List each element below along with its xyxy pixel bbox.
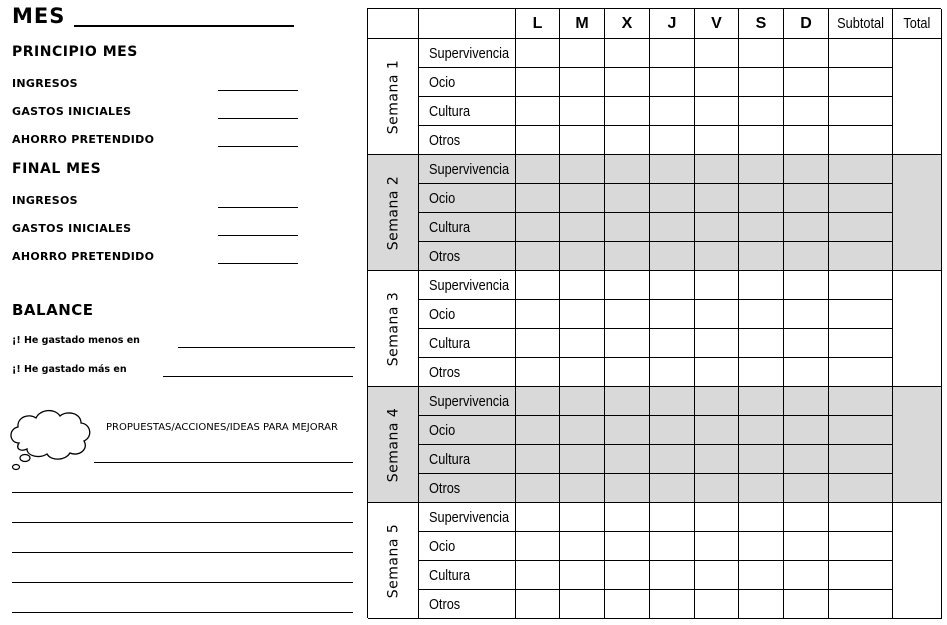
day-amount-cell[interactable] [560,358,605,387]
week-total-cell[interactable] [893,387,942,503]
day-amount-cell[interactable] [650,68,695,97]
day-amount-cell[interactable] [739,68,784,97]
day-amount-cell[interactable] [605,126,650,155]
day-amount-cell[interactable] [784,271,829,300]
day-amount-cell[interactable] [605,561,650,590]
end-expenses-label: GASTOS INICIALES [12,222,132,235]
start-month-heading: PRINCIPIO MES [12,44,138,60]
day-amount-cell[interactable] [739,97,784,126]
column-header-label: Total [903,15,931,32]
category-label: Ocio [429,305,456,323]
category-cell [419,97,516,126]
day-amount-cell[interactable] [650,474,695,503]
day-amount-cell[interactable] [516,271,560,300]
day-amount-cell[interactable] [695,416,739,445]
week-total-cell[interactable] [893,503,942,619]
start-income-label: INGRESOS [12,77,78,90]
day-amount-cell[interactable] [739,213,784,242]
subtotal-cell[interactable] [829,358,893,387]
day-amount-cell[interactable] [560,184,605,213]
day-amount-cell[interactable] [560,126,605,155]
day-amount-cell[interactable] [605,474,650,503]
day-amount-cell[interactable] [605,68,650,97]
start-expenses-field[interactable] [218,118,298,119]
column-header-v [695,9,739,39]
column-header-label: D [800,14,812,32]
subtotal-cell[interactable] [829,300,893,329]
column-header-total [893,9,942,39]
day-amount-cell[interactable] [739,590,784,619]
day-amount-cell[interactable] [560,590,605,619]
day-amount-cell[interactable] [784,126,829,155]
ideas-line-2[interactable] [12,492,353,493]
week-label: Semana [385,189,402,250]
day-amount-cell[interactable] [695,213,739,242]
ideas-line-6[interactable] [12,612,353,613]
day-amount-cell[interactable] [739,503,784,532]
day-amount-cell[interactable] [784,445,829,474]
day-amount-cell[interactable] [784,561,829,590]
day-amount-cell[interactable] [650,590,695,619]
subtotal-cell[interactable] [829,271,893,300]
day-amount-cell[interactable] [605,329,650,358]
category-label: Ocio [429,537,456,555]
category-cell [419,68,516,97]
week-label: Semana [385,421,402,482]
day-amount-cell[interactable] [739,416,784,445]
day-amount-cell[interactable] [560,39,605,68]
day-amount-cell[interactable] [695,474,739,503]
column-header-j [650,9,695,39]
day-amount-cell[interactable] [739,358,784,387]
day-amount-cell[interactable] [784,39,829,68]
day-amount-cell[interactable] [560,155,605,184]
day-amount-cell[interactable] [784,474,829,503]
day-amount-cell[interactable] [739,184,784,213]
day-amount-cell[interactable] [739,445,784,474]
day-amount-cell[interactable] [695,590,739,619]
end-expenses-field[interactable] [218,235,298,236]
category-label: Supervivencia [429,276,510,294]
subtotal-cell[interactable] [829,590,893,619]
category-label: Otros [429,247,461,265]
category-label: Ocio [429,421,456,439]
day-amount-cell[interactable] [560,97,605,126]
day-amount-cell[interactable] [739,155,784,184]
category-cell [419,213,516,242]
category-label: Supervivencia [429,160,510,178]
day-amount-cell[interactable] [650,532,695,561]
day-amount-cell[interactable] [695,184,739,213]
day-amount-cell[interactable] [516,445,560,474]
week-label-cell [368,271,419,387]
category-label: Cultura [429,218,471,236]
subtotal-cell[interactable] [829,126,893,155]
day-amount-cell[interactable] [739,561,784,590]
column-header-label: L [532,14,543,32]
category-cell [419,300,516,329]
day-amount-cell[interactable] [650,126,695,155]
day-amount-cell[interactable] [516,97,560,126]
day-amount-cell[interactable] [650,97,695,126]
day-amount-cell[interactable] [784,532,829,561]
day-amount-cell[interactable] [695,68,739,97]
day-amount-cell[interactable] [650,503,695,532]
category-cell [419,271,516,300]
day-amount-cell[interactable] [784,68,829,97]
day-amount-cell[interactable] [784,503,829,532]
week-number: 4 [385,407,402,417]
day-amount-cell[interactable] [516,474,560,503]
category-label: Cultura [429,450,471,468]
ideas-line-3[interactable] [12,522,353,523]
subtotal-cell[interactable] [829,155,893,184]
spent-more-field[interactable] [163,376,353,377]
balance-heading: BALANCE [12,301,94,319]
day-amount-cell[interactable] [739,242,784,271]
ideas-label: PROPUESTAS/ACCIONES/IDEAS PARA MEJORAR [106,422,338,433]
day-amount-cell[interactable] [695,329,739,358]
category-cell [419,387,516,416]
day-amount-cell[interactable] [650,39,695,68]
day-amount-cell[interactable] [560,329,605,358]
category-cell [419,474,516,503]
spent-more-label: ¡! He gastado más en [12,364,127,375]
day-amount-cell[interactable] [516,68,560,97]
day-amount-cell[interactable] [784,329,829,358]
day-amount-cell[interactable] [516,358,560,387]
day-amount-cell[interactable] [695,155,739,184]
day-amount-cell[interactable] [695,387,739,416]
category-label: Otros [429,595,461,613]
day-amount-cell[interactable] [784,184,829,213]
column-header-s [739,9,784,39]
week-number: 5 [385,523,402,533]
subtotal-cell[interactable] [829,532,893,561]
day-amount-cell[interactable] [560,503,605,532]
day-amount-cell[interactable] [650,271,695,300]
category-label: Otros [429,131,461,149]
day-amount-cell[interactable] [605,445,650,474]
day-amount-cell[interactable] [739,300,784,329]
start-savings-field[interactable] [218,146,298,147]
day-amount-cell[interactable] [516,126,560,155]
day-amount-cell[interactable] [695,39,739,68]
day-amount-cell[interactable] [695,300,739,329]
day-amount-cell[interactable] [605,416,650,445]
day-amount-cell[interactable] [516,300,560,329]
category-label: Cultura [429,566,471,584]
weekly-expense-table [367,8,941,618]
category-cell [419,590,516,619]
day-amount-cell[interactable] [560,387,605,416]
day-amount-cell[interactable] [739,474,784,503]
day-amount-cell[interactable] [695,532,739,561]
day-amount-cell[interactable] [560,68,605,97]
column-header-subtotal [829,9,893,39]
day-amount-cell[interactable] [560,474,605,503]
week-label-cell [368,155,419,271]
day-amount-cell[interactable] [739,39,784,68]
day-amount-cell[interactable] [516,242,560,271]
week-label: Semana [385,537,402,598]
column-header-label: S [755,14,767,32]
category-label: Otros [429,363,461,381]
category-label: Ocio [429,73,456,91]
end-income-label: INGRESOS [12,194,78,207]
ideas-line-1[interactable] [94,462,353,463]
category-cell [419,416,516,445]
week-label-cell [368,387,419,503]
column-header-d [784,9,829,39]
day-amount-cell[interactable] [784,300,829,329]
subtotal-cell[interactable] [829,329,893,358]
category-label: Cultura [429,102,471,120]
week-number: 3 [385,291,402,301]
column-header-label: J [667,14,677,32]
category-cell [419,155,516,184]
day-amount-cell[interactable] [650,242,695,271]
day-amount-cell[interactable] [516,503,560,532]
category-cell [419,358,516,387]
day-amount-cell[interactable] [560,561,605,590]
column-header-m [560,9,605,39]
category-label: Cultura [429,334,471,352]
subtotal-cell[interactable] [829,416,893,445]
category-cell [419,184,516,213]
start-savings-label: AHORRO PRETENDIDO [12,133,155,146]
end-income-field[interactable] [218,207,298,208]
day-amount-cell[interactable] [784,387,829,416]
day-amount-cell[interactable] [516,155,560,184]
spent-less-label: ¡! He gastado menos en [12,335,140,346]
day-amount-cell[interactable] [784,97,829,126]
day-amount-cell[interactable] [560,300,605,329]
day-amount-cell[interactable] [784,155,829,184]
day-amount-cell[interactable] [695,445,739,474]
header-week-cell [368,9,419,39]
subtotal-cell[interactable] [829,387,893,416]
day-amount-cell[interactable] [516,39,560,68]
day-amount-cell[interactable] [605,590,650,619]
page-title: MES [12,4,66,28]
start-expenses-label: GASTOS INICIALES [12,105,132,118]
day-amount-cell[interactable] [605,155,650,184]
day-amount-cell[interactable] [650,416,695,445]
category-label: Supervivencia [429,392,510,410]
day-amount-cell[interactable] [605,213,650,242]
week-label: Semana [385,305,402,366]
day-amount-cell[interactable] [650,358,695,387]
week-number: 2 [385,175,402,185]
day-amount-cell[interactable] [605,300,650,329]
week-total-cell[interactable] [893,155,942,271]
category-label: Ocio [429,189,456,207]
end-savings-label: AHORRO PRETENDIDO [12,250,155,263]
day-amount-cell[interactable] [605,184,650,213]
category-cell [419,242,516,271]
subtotal-cell[interactable] [829,242,893,271]
day-amount-cell[interactable] [739,532,784,561]
category-cell [419,561,516,590]
subtotal-cell[interactable] [829,474,893,503]
day-amount-cell[interactable] [605,271,650,300]
day-amount-cell[interactable] [695,97,739,126]
day-amount-cell[interactable] [560,532,605,561]
column-header-label: M [575,14,589,32]
day-amount-cell[interactable] [650,445,695,474]
day-amount-cell[interactable] [605,532,650,561]
end-savings-field[interactable] [218,263,298,264]
day-amount-cell[interactable] [560,242,605,271]
day-amount-cell[interactable] [605,97,650,126]
week-total-cell[interactable] [893,271,942,387]
category-cell [419,329,516,358]
start-income-field[interactable] [218,90,298,91]
day-amount-cell[interactable] [784,358,829,387]
day-amount-cell[interactable] [516,213,560,242]
column-header-label: Subtotal [837,15,884,32]
subtotal-cell[interactable] [829,445,893,474]
subtotal-cell[interactable] [829,503,893,532]
category-label: Supervivencia [429,44,510,62]
day-amount-cell[interactable] [605,242,650,271]
day-amount-cell[interactable] [650,300,695,329]
day-amount-cell[interactable] [605,387,650,416]
day-amount-cell[interactable] [516,184,560,213]
day-amount-cell[interactable] [784,213,829,242]
ideas-line-5[interactable] [12,582,353,583]
column-header-x [605,9,650,39]
day-amount-cell[interactable] [516,387,560,416]
week-label-cell [368,503,419,619]
day-amount-cell[interactable] [695,561,739,590]
day-amount-cell[interactable] [739,271,784,300]
day-amount-cell[interactable] [560,271,605,300]
day-amount-cell[interactable] [605,358,650,387]
subtotal-cell[interactable] [829,39,893,68]
category-cell [419,126,516,155]
day-amount-cell[interactable] [784,242,829,271]
category-cell [419,39,516,68]
thought-cloud-icon [5,405,95,475]
day-amount-cell[interactable] [650,329,695,358]
day-amount-cell[interactable] [695,271,739,300]
end-month-heading: FINAL MES [12,161,102,177]
category-cell [419,503,516,532]
day-amount-cell[interactable] [739,387,784,416]
week-total-cell[interactable] [893,39,942,155]
subtotal-cell[interactable] [829,97,893,126]
day-amount-cell[interactable] [784,416,829,445]
category-cell [419,445,516,474]
day-amount-cell[interactable] [560,445,605,474]
header-category-cell [419,9,516,39]
spent-less-field[interactable] [178,347,355,348]
day-amount-cell[interactable] [516,590,560,619]
day-amount-cell[interactable] [739,329,784,358]
column-header-label: X [621,14,633,32]
day-amount-cell[interactable] [516,532,560,561]
day-amount-cell[interactable] [605,39,650,68]
subtotal-cell[interactable] [829,561,893,590]
week-label: Semana [385,73,402,134]
day-amount-cell[interactable] [516,329,560,358]
day-amount-cell[interactable] [695,503,739,532]
day-amount-cell[interactable] [650,561,695,590]
subtotal-cell[interactable] [829,184,893,213]
category-cell [419,532,516,561]
day-amount-cell[interactable] [650,184,695,213]
day-amount-cell[interactable] [695,358,739,387]
category-label: Supervivencia [429,508,510,526]
day-amount-cell[interactable] [739,126,784,155]
subtotal-cell[interactable] [829,213,893,242]
day-amount-cell[interactable] [650,213,695,242]
day-amount-cell[interactable] [695,126,739,155]
day-amount-cell[interactable] [650,387,695,416]
subtotal-cell[interactable] [829,68,893,97]
day-amount-cell[interactable] [516,416,560,445]
day-amount-cell[interactable] [560,213,605,242]
day-amount-cell[interactable] [516,561,560,590]
ideas-line-4[interactable] [12,552,353,553]
day-amount-cell[interactable] [650,155,695,184]
day-amount-cell[interactable] [560,416,605,445]
column-header-l [516,9,560,39]
month-field[interactable] [74,25,294,27]
category-label: Otros [429,479,461,497]
column-header-label: V [711,14,722,32]
day-amount-cell[interactable] [695,242,739,271]
week-number: 1 [385,59,402,69]
day-amount-cell[interactable] [605,503,650,532]
day-amount-cell[interactable] [784,590,829,619]
week-label-cell [368,39,419,155]
